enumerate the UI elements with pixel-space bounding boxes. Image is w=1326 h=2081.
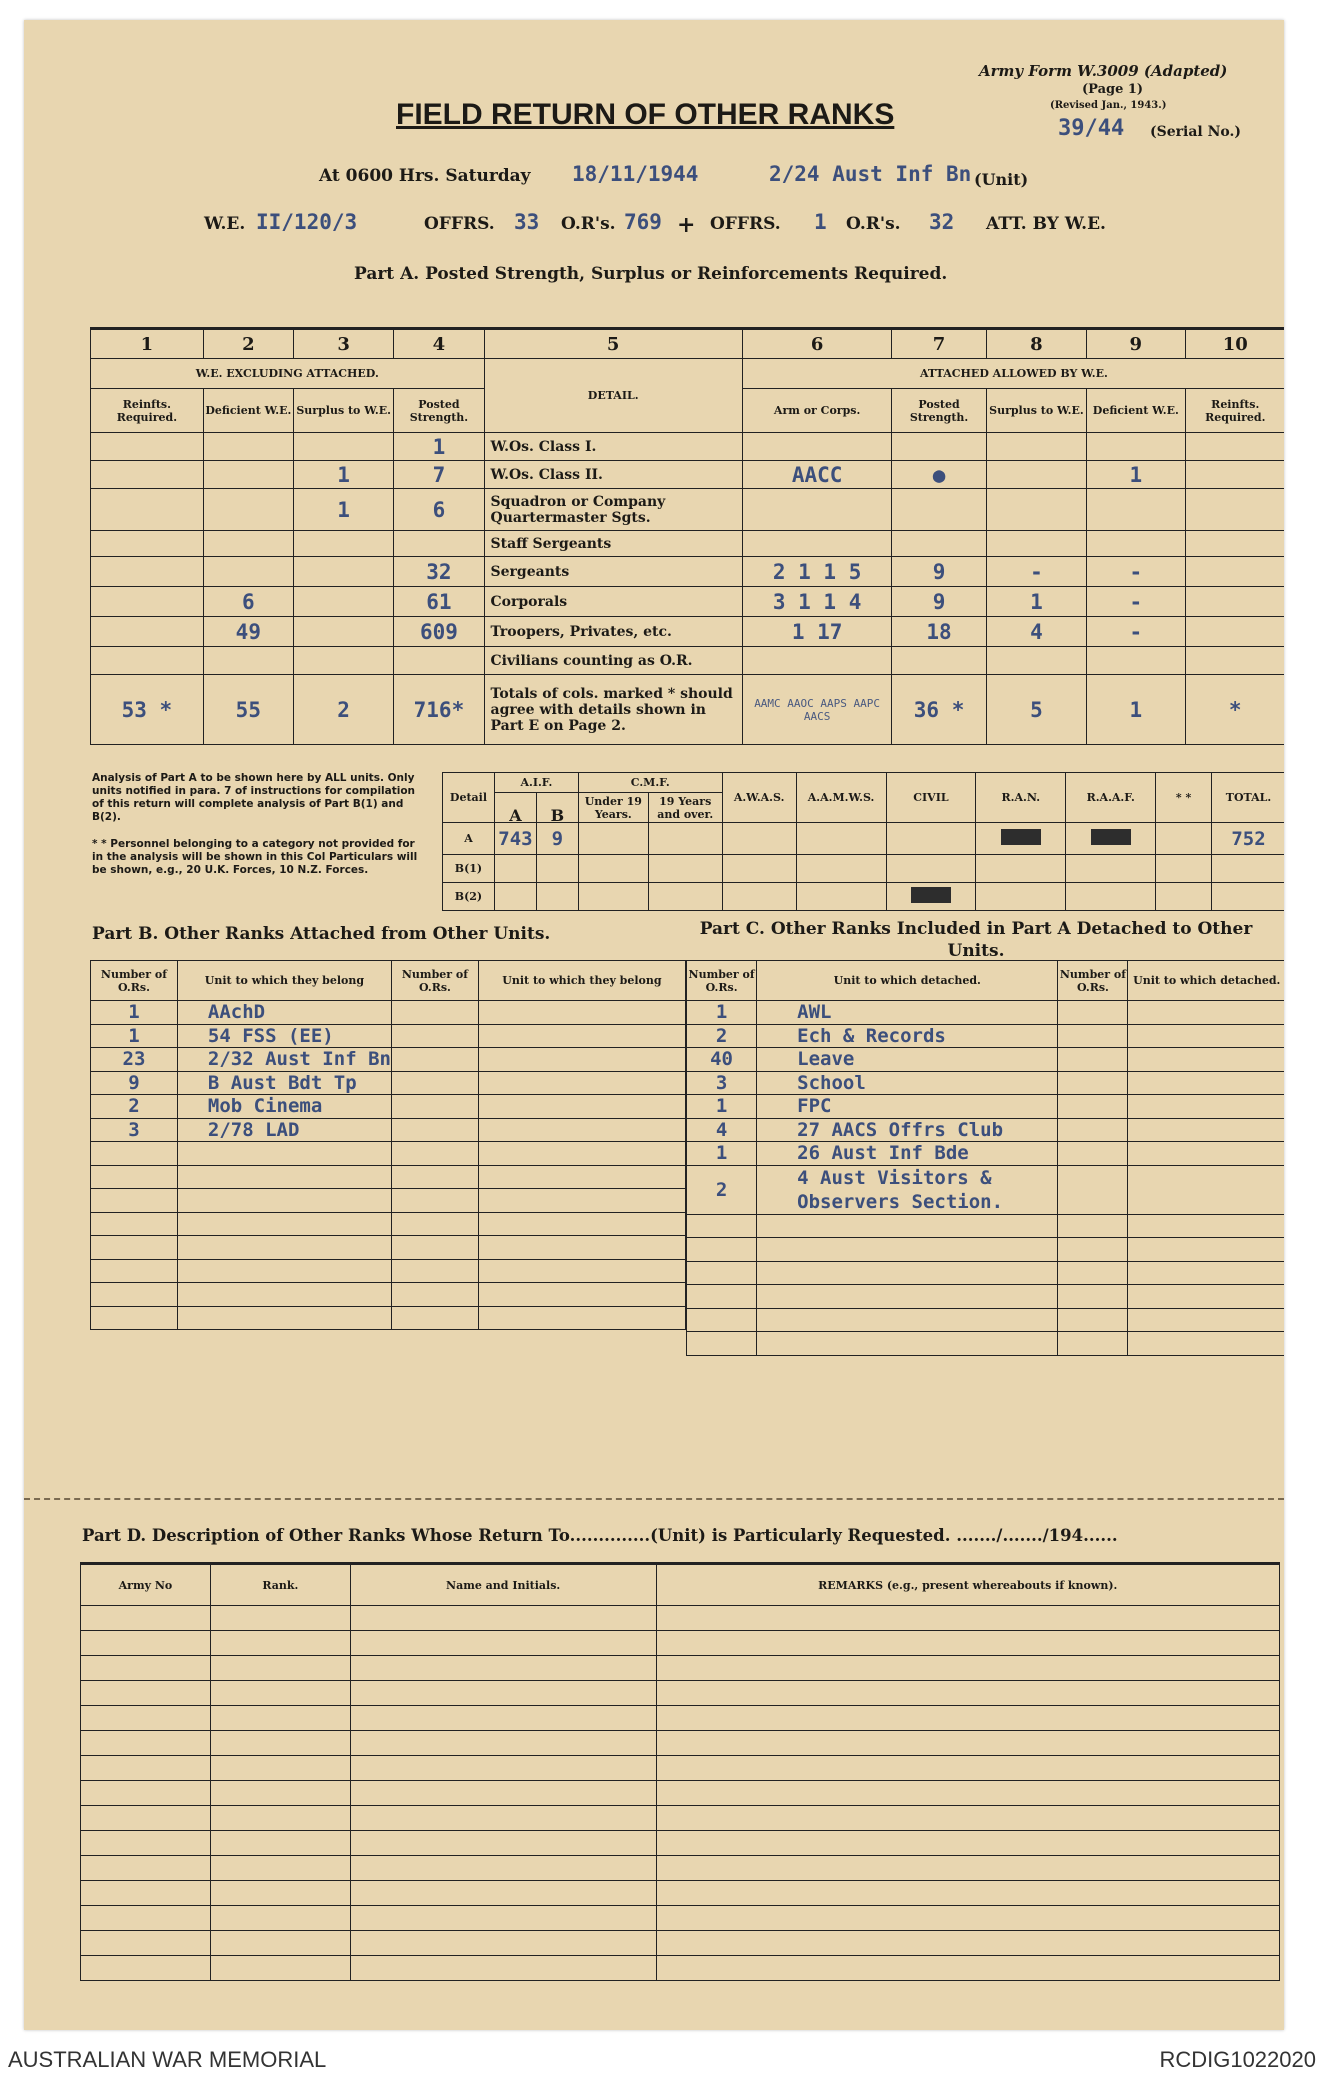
part-a-row <box>91 557 1285 587</box>
awas-head: A.W.A.S. <box>722 773 796 823</box>
col-number-4: 4 <box>394 329 484 359</box>
cmf-head: C.M.F. <box>578 773 722 793</box>
part-c-num: 2 <box>687 1165 757 1214</box>
part-a-title: Part A. Posted Strength, Surplus or Reinforcements Required. <box>354 264 948 284</box>
part-a-row <box>91 617 1285 647</box>
part-a-cell-c3 <box>293 587 393 617</box>
aif-a-head: A <box>494 793 536 823</box>
part-a-cell-arm: AACC <box>742 461 892 489</box>
plus-sign: + <box>677 212 696 238</box>
part-b-num: 23 <box>91 1048 178 1072</box>
part-a-cell-c2 <box>203 647 293 675</box>
part-a-cell-c2: 49 <box>203 617 293 647</box>
part-b-num: 9 <box>91 1071 178 1095</box>
part-b-num-head: Number of O.Rs. <box>91 961 178 1001</box>
arm-corps-head: Arm or Corps. <box>742 389 892 433</box>
table-row <box>81 1806 1280 1831</box>
part-a-cell-detail: W.Os. Class II. <box>484 461 742 489</box>
army-form-label: Army Form W.3009 (Adapted) <box>979 62 1228 80</box>
part-a-cell-c4 <box>394 531 484 557</box>
part-c-unit: 26 Aust Inf Bde <box>757 1142 1058 1166</box>
ran-redacted <box>976 823 1066 855</box>
part-a-cell-c8 <box>986 489 1086 531</box>
att-label: ATT. BY W.E. <box>986 214 1106 234</box>
we-excluding-header: W.E. EXCLUDING ATTACHED. <box>91 359 485 389</box>
table-row <box>687 1332 1285 1356</box>
part-b-unit: 2/32 Aust Inf Bn <box>177 1048 391 1072</box>
part-a-row <box>91 489 1285 531</box>
part-b-unit: Mob Cinema <box>177 1095 391 1119</box>
table-row <box>91 1212 686 1236</box>
part-a-cell-c2 <box>203 433 293 461</box>
part-a-cell-c7: 36 * <box>892 675 986 745</box>
att-ors-label: O.R's. <box>846 214 901 234</box>
part-c-num: 4 <box>687 1118 757 1142</box>
att-posted-strength-head: Posted Strength. <box>892 389 986 433</box>
footer-credit: AUSTRALIAN WAR MEMORIAL <box>8 2047 327 2072</box>
part-a-cell-arm: 2 1 1 5 <box>742 557 892 587</box>
table-row <box>91 1283 686 1307</box>
part-a-cell-c7 <box>892 647 986 675</box>
part-a-cell-c4: 7 <box>394 461 484 489</box>
part-a-cell-c1: 53 * <box>91 675 204 745</box>
part-c-num: 2 <box>687 1024 757 1048</box>
table-row <box>81 1656 1280 1681</box>
att-deficient-we-head: Deficient W.E. <box>1087 389 1185 433</box>
col-number-2: 2 <box>203 329 293 359</box>
part-a-cell-c8: - <box>986 557 1086 587</box>
analysis-row-a-label: A <box>443 823 495 855</box>
col-number-5: 5 <box>484 329 742 359</box>
part-a-cell-c1 <box>91 557 204 587</box>
col-number-8: 8 <box>986 329 1086 359</box>
part-a-cell-c9: - <box>1087 587 1185 617</box>
part-a-cell-c4: 716* <box>394 675 484 745</box>
part-a-row <box>91 461 1285 489</box>
ors-value: 769 <box>624 210 662 234</box>
table-row <box>91 1259 686 1283</box>
table-row <box>81 1956 1280 1981</box>
under-19-head: Under 19 Years. <box>578 793 648 823</box>
part-a-cell-c3 <box>293 647 393 675</box>
part-b-table <box>90 960 686 1330</box>
surplus-we-head: Surplus to W.E. <box>293 389 393 433</box>
table-row <box>81 1631 1280 1656</box>
part-a-cell-c4: 32 <box>394 557 484 587</box>
table-row <box>687 1261 1285 1285</box>
part-a-cell-c3 <box>293 433 393 461</box>
offrs-value: 33 <box>514 210 540 234</box>
serial-number: 39/44 <box>1058 116 1125 141</box>
raaf-head: R.A.A.F. <box>1066 773 1156 823</box>
part-a-cell-detail: Staff Sergeants <box>484 531 742 557</box>
part-c-unit: School <box>757 1071 1058 1095</box>
part-a-cell-c1 <box>91 647 204 675</box>
table-row <box>81 1681 1280 1706</box>
att-offrs-value: 1 <box>814 210 827 234</box>
analysis-detail-head: Detail <box>443 773 495 823</box>
aif-b-head: B <box>536 793 578 823</box>
part-b-num: 1 <box>91 1024 178 1048</box>
part-a-cell-c9: - <box>1087 617 1185 647</box>
part-a-cell-c3 <box>293 617 393 647</box>
part-a-cell-c7 <box>892 433 986 461</box>
table-row <box>687 1048 1285 1072</box>
analysis-aif-a-value: 743 <box>494 823 536 855</box>
part-a-row <box>91 675 1285 745</box>
table-row <box>687 1165 1285 1214</box>
part-a-cell-c3: 2 <box>293 675 393 745</box>
table-row <box>91 1118 686 1142</box>
analysis-note-2: * * Personnel belonging to a category not provided for in the analysis will be shown in this Col Particulars will be shown, e.g., 20 U.K. Forces, 10 N.Z. Forces. <box>92 838 418 876</box>
part-a-cell-c1 <box>91 531 204 557</box>
part-a-cell-detail: Totals of cols. marked * should agree with details shown in Part E on Page 2. <box>484 675 742 745</box>
detail-header: DETAIL. <box>484 359 742 433</box>
ran-head: R.A.N. <box>976 773 1066 823</box>
part-b-num: 2 <box>91 1095 178 1119</box>
part-a-cell-c7 <box>892 489 986 531</box>
part-a-cell-c2 <box>203 557 293 587</box>
part-a-cell-detail: Troopers, Privates, etc. <box>484 617 742 647</box>
part-a-cell-c4: 609 <box>394 617 484 647</box>
col-number-3: 3 <box>293 329 393 359</box>
part-a-cell-arm: 3 1 1 4 <box>742 587 892 617</box>
table-row <box>91 1306 686 1330</box>
offrs-label: OFFRS. <box>424 214 495 234</box>
part-c-unit: 4 Aust Visitors & Observers Section. <box>757 1165 1058 1214</box>
part-a-cell-c1 <box>91 617 204 647</box>
part-a-cell-c1 <box>91 489 204 531</box>
page-label: (Page 1) <box>1082 82 1144 97</box>
part-a-cell-c1 <box>91 433 204 461</box>
table-row <box>81 1881 1280 1906</box>
part-a-cell-arm <box>742 647 892 675</box>
part-a-cell-c2 <box>203 461 293 489</box>
table-row <box>81 1731 1280 1756</box>
table-row <box>687 1001 1285 1025</box>
part-a-cell-c10 <box>1185 433 1284 461</box>
table-row <box>687 1285 1285 1309</box>
table-row <box>687 1238 1285 1262</box>
part-b-unit-head-2: Unit to which they belong <box>478 961 685 1001</box>
part-a-cell-c9 <box>1087 531 1185 557</box>
remarks-head: REMARKS (e.g., present whereabouts if known). <box>656 1564 1279 1606</box>
part-a-cell-c10 <box>1185 557 1284 587</box>
part-c-table <box>686 960 1284 1356</box>
part-b-unit-head: Unit to which they belong <box>177 961 391 1001</box>
part-a-cell-c10 <box>1185 489 1284 531</box>
analysis-table <box>442 772 1284 911</box>
part-a-cell-c8: 1 <box>986 587 1086 617</box>
table-row <box>81 1706 1280 1731</box>
table-row <box>81 1756 1280 1781</box>
part-b-num: 1 <box>91 1001 178 1025</box>
other-category-head: * * <box>1156 773 1212 823</box>
part-a-cell-c3: 1 <box>293 461 393 489</box>
part-b-unit: B Aust Bdt Tp <box>177 1071 391 1095</box>
part-b-num: 3 <box>91 1118 178 1142</box>
analysis-row-b1-label: B(1) <box>443 855 495 883</box>
part-a-cell-c9 <box>1087 433 1185 461</box>
part-c-title: Part C. Other Ranks Included in Part A Detached to Other Units. <box>699 919 1253 961</box>
table-row <box>91 1095 686 1119</box>
tear-line <box>24 1498 1284 1500</box>
deficient-we-head: Deficient W.E. <box>203 389 293 433</box>
col-number-6: 6 <box>742 329 892 359</box>
reinfts-required-head: Reinfts. Required. <box>91 389 204 433</box>
part-a-cell-c8: 5 <box>986 675 1086 745</box>
part-a-cell-detail: Squadron or Company Quartermaster Sgts. <box>484 489 742 531</box>
part-a-cell-c7: 9 <box>892 557 986 587</box>
part-d-title: Part D. Description of Other Ranks Whose Return To..............(Unit) is Particularly Requested. ......./......./194...... <box>82 1526 1118 1545</box>
part-b-unit: 54 FSS (EE) <box>177 1024 391 1048</box>
att-offrs-label: OFFRS. <box>710 214 781 234</box>
col-number-9: 9 <box>1087 329 1185 359</box>
part-a-cell-c10 <box>1185 587 1284 617</box>
table-row <box>91 1048 686 1072</box>
part-a-row <box>91 647 1285 675</box>
part-a-row <box>91 531 1285 557</box>
part-a-cell-c7: ● <box>892 461 986 489</box>
table-row <box>91 1189 686 1213</box>
table-row <box>91 1001 686 1025</box>
col-number-7: 7 <box>892 329 986 359</box>
serial-label: (Serial No.) <box>1150 124 1241 140</box>
part-a-cell-c10 <box>1185 647 1284 675</box>
part-a-cell-c3 <box>293 557 393 587</box>
total-head: TOTAL. <box>1211 773 1284 823</box>
part-c-unit-head: Unit to which detached. <box>757 961 1058 1001</box>
table-row <box>687 1095 1285 1119</box>
part-a-cell-arm <box>742 433 892 461</box>
part-a-cell-c7 <box>892 531 986 557</box>
civil-head: CIVIL <box>886 773 976 823</box>
part-a-cell-c3: 1 <box>293 489 393 531</box>
part-a-cell-c2 <box>203 489 293 531</box>
part-c-unit: AWL <box>757 1001 1058 1025</box>
part-b-num-head-2: Number of O.Rs. <box>391 961 478 1001</box>
part-d-table <box>80 1562 1280 1981</box>
part-a-cell-c4: 61 <box>394 587 484 617</box>
table-row <box>91 1024 686 1048</box>
table-row <box>81 1781 1280 1806</box>
table-row <box>687 1118 1285 1142</box>
part-a-cell-c4 <box>394 647 484 675</box>
civil-redacted <box>886 883 976 911</box>
date-value: 18/11/1944 <box>572 162 699 186</box>
table-row <box>81 1856 1280 1881</box>
table-row <box>91 1071 686 1095</box>
part-a-cell-c4: 6 <box>394 489 484 531</box>
col-number-10: 10 <box>1185 329 1284 359</box>
part-a-cell-c7: 9 <box>892 587 986 617</box>
revised-label: (Revised Jan., 1943.) <box>1050 100 1167 111</box>
part-a-cell-c4: 1 <box>394 433 484 461</box>
raaf-redacted <box>1066 823 1156 855</box>
at-label: At 0600 Hrs. Saturday <box>319 166 531 186</box>
page-title: FIELD RETURN OF OTHER RANKS <box>396 98 895 131</box>
table-row <box>81 1606 1280 1631</box>
part-a-table <box>90 327 1284 745</box>
part-a-cell-c9: 1 <box>1087 461 1185 489</box>
table-row <box>687 1024 1285 1048</box>
part-a-cell-c8 <box>986 647 1086 675</box>
part-a-cell-c3 <box>293 531 393 557</box>
part-a-cell-c1 <box>91 587 204 617</box>
col-number-1: 1 <box>91 329 204 359</box>
part-c-unit: Ech & Records <box>757 1024 1058 1048</box>
att-reinfts-required-head: Reinfts. Required. <box>1185 389 1284 433</box>
part-a-cell-c9: 1 <box>1087 675 1185 745</box>
part-a-row <box>91 587 1285 617</box>
part-a-cell-detail: W.Os. Class I. <box>484 433 742 461</box>
part-a-cell-c9: - <box>1087 557 1185 587</box>
part-a-cell-arm: AAMC AAOC AAPS AAPC AACS <box>742 675 892 745</box>
part-a-cell-c2 <box>203 531 293 557</box>
army-no-head: Army No <box>81 1564 211 1606</box>
part-c-num-head: Number of O.Rs. <box>687 961 757 1001</box>
unit-label: (Unit) <box>974 170 1029 189</box>
part-a-cell-c1 <box>91 461 204 489</box>
part-a-cell-detail: Sergeants <box>484 557 742 587</box>
we-label: W.E. <box>204 214 246 234</box>
part-c-unit: 27 AACS Offrs Club <box>757 1118 1058 1142</box>
table-row <box>91 1142 686 1166</box>
posted-strength-head: Posted Strength. <box>394 389 484 433</box>
analysis-note-1: Analysis of Part A to be shown here by ALL units. Only units notified in para. 7 of instructions for compilation of this return will complete analysis of Part B(1) and B(2). <box>92 772 416 823</box>
part-a-cell-c8: 4 <box>986 617 1086 647</box>
part-a-cell-c2: 55 <box>203 675 293 745</box>
part-a-cell-c9 <box>1087 489 1185 531</box>
table-row <box>687 1142 1285 1166</box>
table-row <box>91 1236 686 1260</box>
part-b-title: Part B. Other Ranks Attached from Other Units. <box>92 924 551 944</box>
part-a-cell-c10: * <box>1185 675 1284 745</box>
we-value: II/120/3 <box>256 210 358 234</box>
part-c-num: 1 <box>687 1142 757 1166</box>
name-head: Name and Initials. <box>350 1564 656 1606</box>
part-c-num: 1 <box>687 1001 757 1025</box>
table-row <box>687 1071 1285 1095</box>
part-c-num: 1 <box>687 1095 757 1119</box>
analysis-aif-b-value: 9 <box>536 823 578 855</box>
part-a-cell-detail: Civilians counting as O.R. <box>484 647 742 675</box>
part-a-cell-arm: 1 17 <box>742 617 892 647</box>
part-b-unit: AAchD <box>177 1001 391 1025</box>
table-row <box>81 1906 1280 1931</box>
attached-allowed-header: ATTACHED ALLOWED BY W.E. <box>742 359 1284 389</box>
table-row <box>81 1831 1280 1856</box>
part-a-cell-c2: 6 <box>203 587 293 617</box>
aamws-head: A.A.M.W.S. <box>796 773 886 823</box>
unit-value: 2/24 Aust Inf Bn <box>769 162 972 186</box>
footer-id: RCDIG1022020 <box>1159 2047 1316 2072</box>
part-a-cell-c10 <box>1185 531 1284 557</box>
table-row <box>91 1165 686 1189</box>
part-a-cell-c10 <box>1185 617 1284 647</box>
table-row <box>687 1214 1285 1238</box>
aif-head: A.I.F. <box>494 773 578 793</box>
part-c-num: 3 <box>687 1071 757 1095</box>
form-sheet <box>24 20 1284 2030</box>
ors-label: O.R's. <box>561 214 616 234</box>
part-a-cell-c10 <box>1185 461 1284 489</box>
part-c-num: 40 <box>687 1048 757 1072</box>
part-a-cell-c9 <box>1087 647 1185 675</box>
rank-head: Rank. <box>210 1564 350 1606</box>
table-row <box>687 1308 1285 1332</box>
part-c-unit: Leave <box>757 1048 1058 1072</box>
part-c-unit: FPC <box>757 1095 1058 1119</box>
att-surplus-we-head: Surplus to W.E. <box>986 389 1086 433</box>
part-b-unit: 2/78 LAD <box>177 1118 391 1142</box>
part-a-row <box>91 433 1285 461</box>
part-a-cell-c8 <box>986 531 1086 557</box>
part-a-cell-c8 <box>986 461 1086 489</box>
analysis-row-b2-label: B(2) <box>443 883 495 911</box>
att-ors-value: 32 <box>929 210 955 234</box>
analysis-total-value: 752 <box>1211 823 1284 855</box>
part-c-num-head-2: Number of O.Rs. <box>1058 961 1128 1001</box>
part-a-cell-c7: 18 <box>892 617 986 647</box>
part-a-cell-c8 <box>986 433 1086 461</box>
part-a-cell-arm <box>742 489 892 531</box>
table-row <box>81 1931 1280 1956</box>
over-19-head: 19 Years and over. <box>648 793 722 823</box>
part-c-unit-head-2: Unit to which detached. <box>1128 961 1284 1001</box>
part-a-cell-arm <box>742 531 892 557</box>
part-a-cell-detail: Corporals <box>484 587 742 617</box>
